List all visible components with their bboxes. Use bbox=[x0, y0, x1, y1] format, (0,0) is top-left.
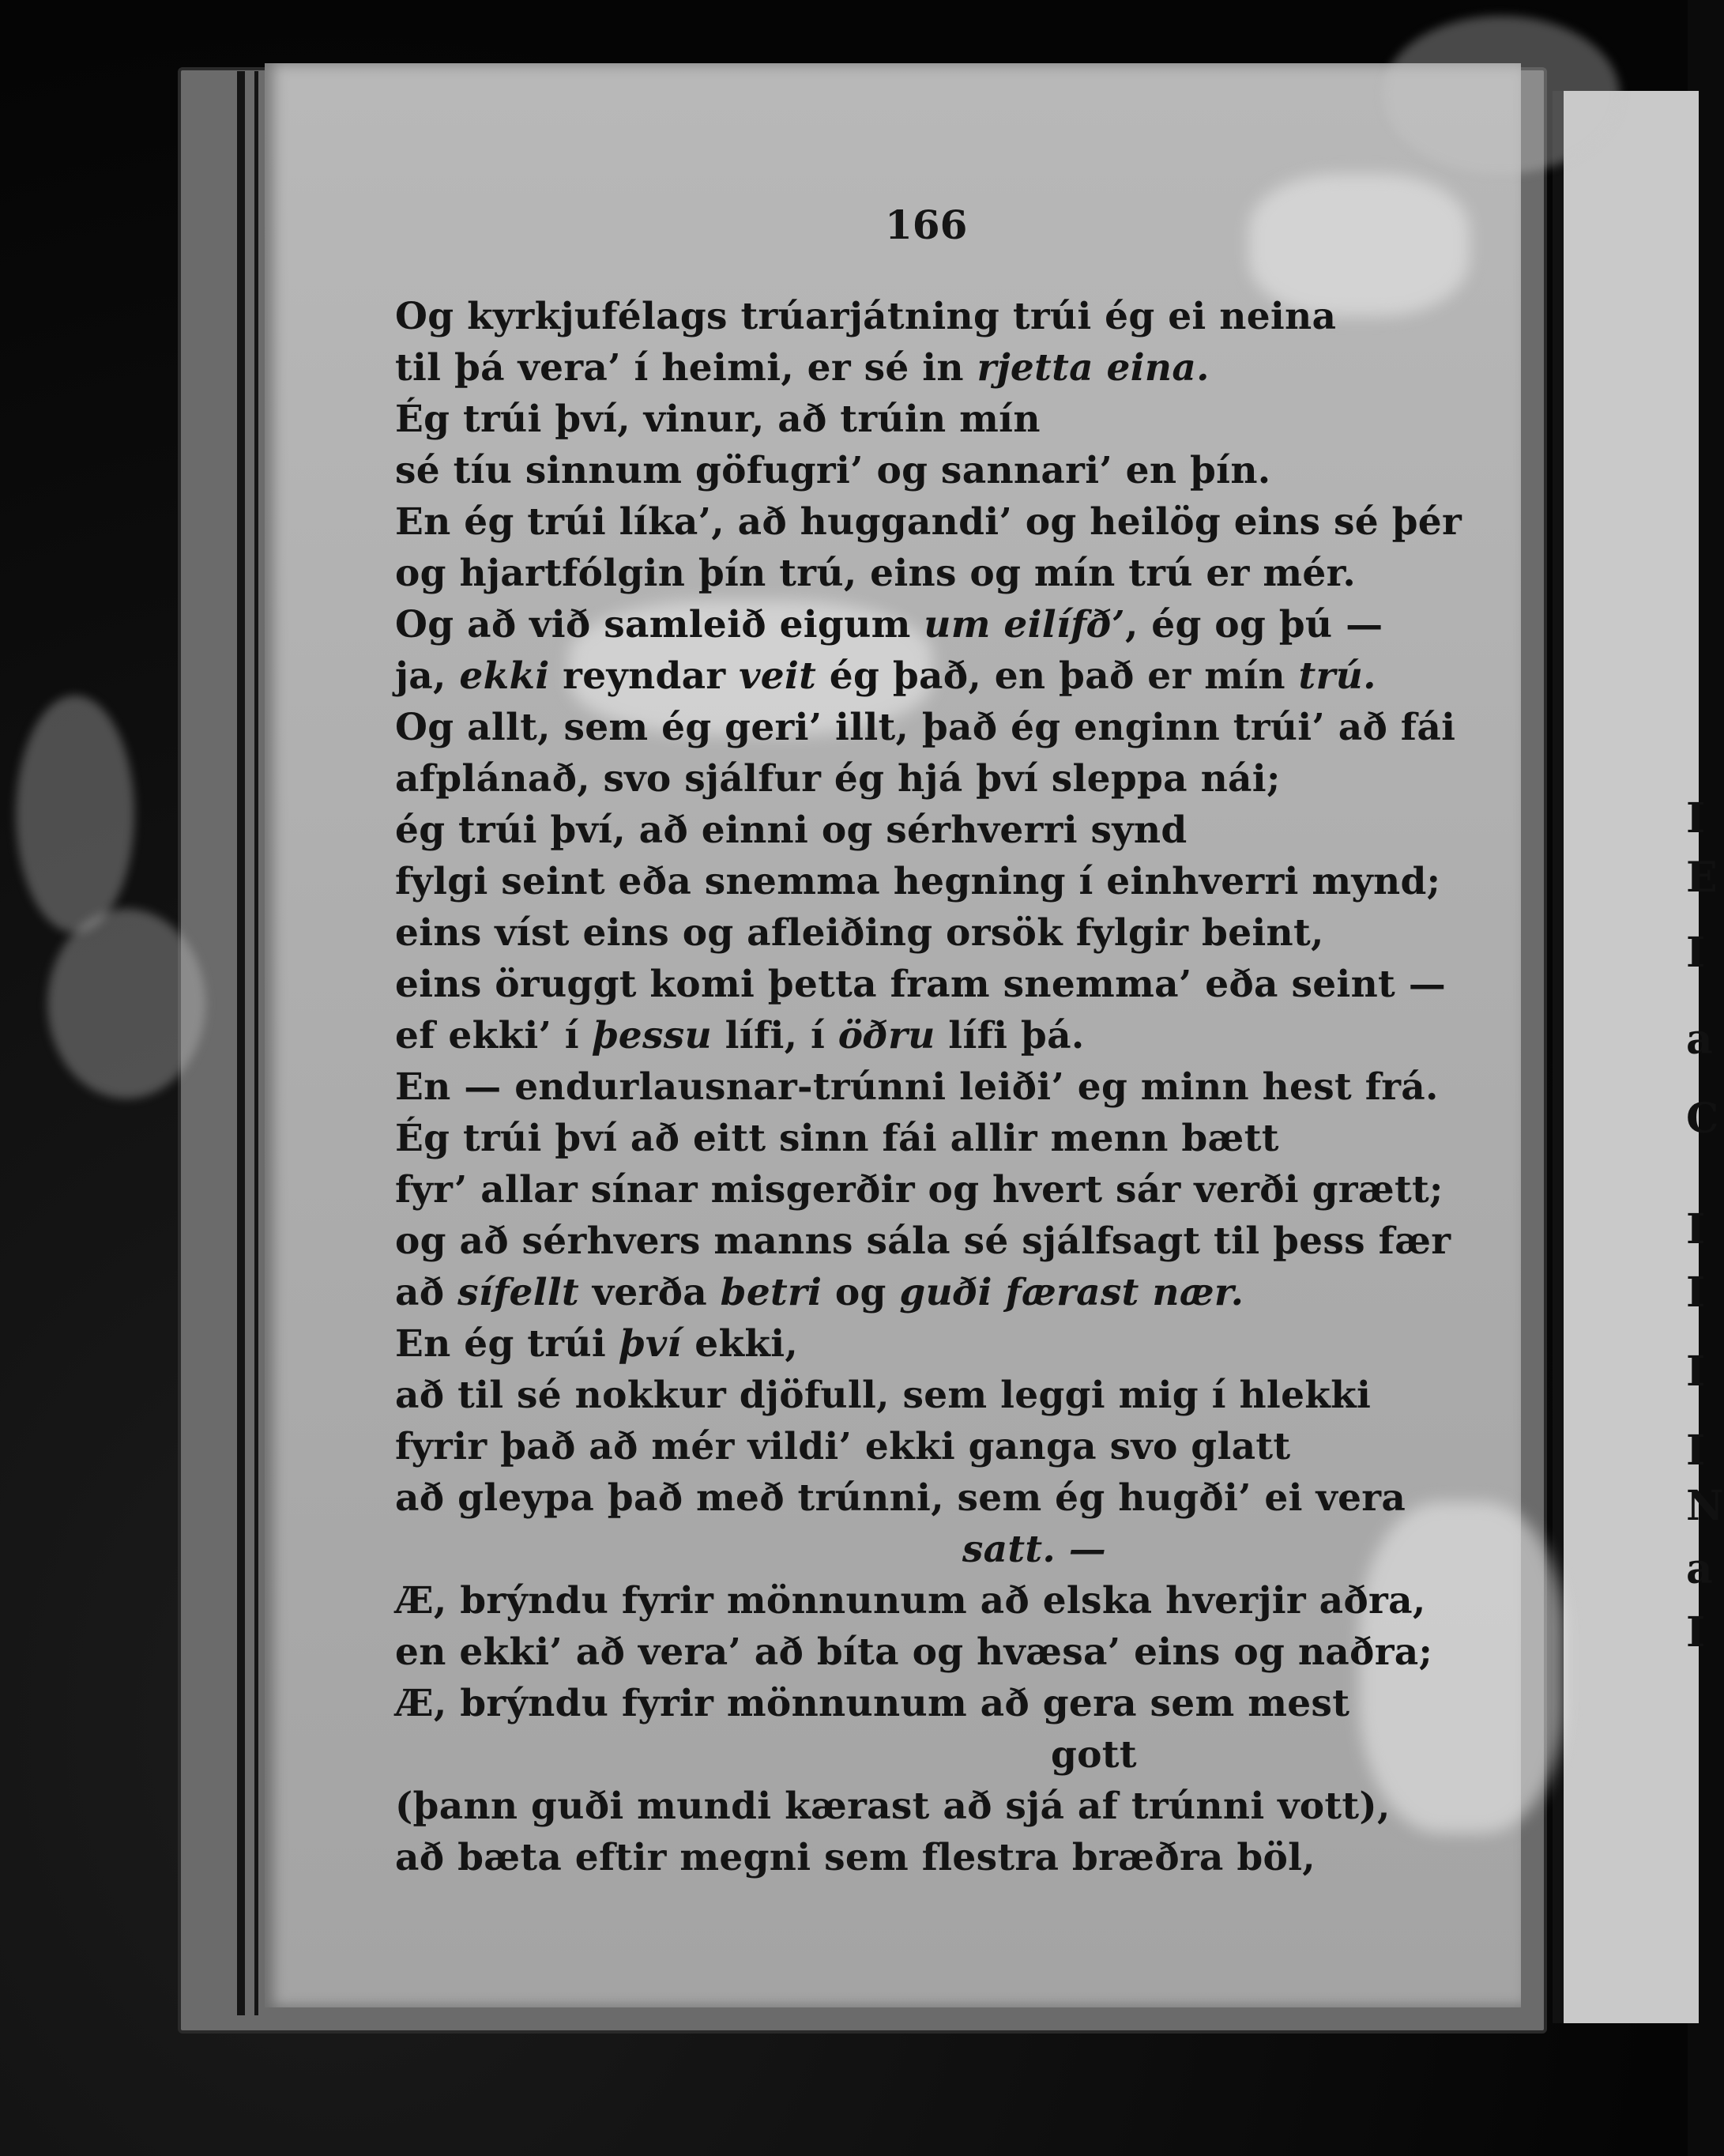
text-segment: fyrir það að mér vildi’ ekki ganga svo glatt bbox=[395, 1425, 1291, 1468]
text-segment: ekki, bbox=[681, 1322, 799, 1366]
poem-text bbox=[395, 291, 1462, 1883]
facing-page-edge bbox=[1553, 91, 1724, 2023]
poem-line bbox=[395, 1832, 1422, 1883]
poem-line bbox=[395, 1524, 1422, 1575]
text-segment: að bbox=[395, 1271, 458, 1314]
poem-line bbox=[395, 342, 1422, 394]
italic-text: rjetta eina. bbox=[977, 346, 1210, 390]
spine-line bbox=[254, 71, 258, 2015]
text-segment: Og að við samleið eigum bbox=[395, 603, 924, 646]
poem-line bbox=[395, 753, 1422, 805]
poem-line bbox=[395, 496, 1462, 548]
italic-text: satt. — bbox=[962, 1528, 1106, 1571]
text-segment: eins öruggt komi þetta fram snemma’ eða seint — bbox=[395, 963, 1447, 1006]
text-segment: og bbox=[822, 1271, 900, 1314]
text-segment: Ég trúi því, vinur, að trúin mín bbox=[395, 398, 1041, 441]
facing-page-letter: a bbox=[1686, 1016, 1713, 1064]
text-segment: lífi, í bbox=[711, 1014, 838, 1057]
poem-line bbox=[395, 1626, 1433, 1678]
poem-line bbox=[395, 548, 1422, 599]
poem-line bbox=[395, 1421, 1422, 1472]
italic-text: þessu bbox=[592, 1014, 712, 1057]
facing-page-letter: I bbox=[1686, 1205, 1706, 1253]
text-segment: og að sérhvers manns sála sé sjálfsagt til þess fær bbox=[395, 1219, 1451, 1263]
poem-line bbox=[395, 1781, 1422, 1832]
text-segment: En ég trúi bbox=[395, 1322, 619, 1366]
poem-line bbox=[395, 1318, 1422, 1370]
text-segment: reyndar bbox=[549, 654, 740, 698]
text-segment: til þá vera’ í heimi, er sé in bbox=[395, 346, 977, 390]
poem-line bbox=[395, 650, 1422, 702]
poem-line bbox=[395, 1370, 1422, 1421]
scan-stain bbox=[47, 909, 205, 1099]
text-segment: fyr’ allar sínar misgerðir og hvert sár verði grætt; bbox=[395, 1168, 1444, 1212]
text-segment: eins víst eins og afleiðing orsök fylgir beint, bbox=[395, 911, 1324, 955]
poem-line bbox=[395, 1010, 1422, 1061]
italic-text: trú. bbox=[1298, 654, 1376, 698]
text-segment: og hjartfólgin þín trú, eins og mín trú er mér. bbox=[395, 552, 1356, 595]
facing-page-letter: I bbox=[1686, 1427, 1706, 1475]
facing-page-letter: E bbox=[1686, 854, 1718, 902]
text-segment: (þann guði mundi kærast að sjá af trúnni vott), bbox=[395, 1785, 1391, 1828]
italic-text: ekki bbox=[459, 654, 550, 698]
facing-page-letter: C bbox=[1686, 1095, 1719, 1143]
poem-line bbox=[395, 445, 1422, 496]
poem-line bbox=[395, 805, 1422, 856]
facing-page-letter: N bbox=[1686, 1482, 1724, 1530]
italic-text: betri bbox=[720, 1271, 822, 1314]
italic-text: öðru bbox=[838, 1014, 935, 1057]
scan-stain bbox=[1383, 16, 1620, 174]
italic-text: um eilífð’ bbox=[924, 603, 1125, 646]
text-segment: , ég og þú — bbox=[1124, 603, 1383, 646]
text-segment: lífi þá. bbox=[935, 1014, 1085, 1057]
text-segment: en ekki’ að vera’ að bíta og hvæsa’ eins og naðra; bbox=[395, 1630, 1433, 1674]
text-segment: ég það, en það er mín bbox=[816, 654, 1299, 698]
poem-line bbox=[395, 1267, 1422, 1318]
poem-line bbox=[395, 1575, 1426, 1626]
text-segment: ég trúi því, að einni og sérhverri synd bbox=[395, 808, 1188, 852]
text-segment: sé tíu sinnum göfugri’ og sannari’ en þín. bbox=[395, 449, 1271, 492]
text-segment: En — endurlausnar-trúnni leiði’ eg minn hest frá. bbox=[395, 1065, 1439, 1109]
text-segment: ja, bbox=[395, 654, 460, 698]
poem-line bbox=[395, 1216, 1451, 1267]
poem-line bbox=[395, 1729, 1422, 1781]
poem-line bbox=[395, 1164, 1444, 1216]
facing-page-letter: I bbox=[1686, 929, 1706, 977]
italic-text: guði færast nær. bbox=[899, 1271, 1244, 1314]
facing-page-letter: I bbox=[1686, 1348, 1706, 1396]
page-number: 166 bbox=[885, 202, 968, 248]
text-segment: gott bbox=[1051, 1733, 1137, 1777]
poem-line bbox=[395, 1061, 1439, 1113]
facing-page-letter: I bbox=[1686, 1608, 1706, 1657]
poem-line bbox=[395, 394, 1422, 445]
poem-line bbox=[395, 702, 1456, 753]
text-segment: að gleypa það með trúnni, sem ég hugði’ ei vera bbox=[395, 1476, 1406, 1520]
facing-page-letter: I bbox=[1686, 794, 1706, 842]
text-segment: Og allt, sem ég geri’ illt, það ég enginn trúi’ að fái bbox=[395, 706, 1456, 749]
facing-page-letter: I bbox=[1686, 1268, 1706, 1317]
italic-text: því bbox=[619, 1322, 682, 1366]
text-segment: að bæta eftir megni sem flestra bræðra böl, bbox=[395, 1836, 1316, 1879]
spine-line bbox=[237, 71, 245, 2015]
facing-page-letter: a bbox=[1686, 1545, 1713, 1593]
poem-line bbox=[395, 1472, 1422, 1524]
text-segment: Ég trúi því að eitt sinn fái allir menn bætt bbox=[395, 1117, 1279, 1160]
text-segment: fylgi seint eða snemma hegning í einhverri mynd; bbox=[395, 860, 1441, 903]
text-segment: ef ekki’ í bbox=[395, 1014, 593, 1057]
poem-line bbox=[395, 1678, 1422, 1729]
text-segment: verða bbox=[579, 1271, 721, 1314]
poem-line bbox=[395, 907, 1422, 959]
poem-line bbox=[395, 291, 1422, 342]
italic-text: sífellt bbox=[457, 1271, 580, 1314]
text-segment: að til sé nokkur djöfull, sem leggi mig í hlekki bbox=[395, 1374, 1372, 1417]
scan-stain bbox=[16, 695, 134, 933]
poem-line bbox=[395, 599, 1422, 650]
poem-line bbox=[395, 959, 1447, 1010]
poem-line bbox=[395, 856, 1441, 907]
text-segment: Og kyrkjufélags trúarjátning trúi ég ei neina bbox=[395, 295, 1337, 338]
text-segment: Æ, brýndu fyrir mönnunum að gera sem mest bbox=[395, 1682, 1350, 1725]
poem-line bbox=[395, 1113, 1422, 1164]
text-segment: afplánað, svo sjálfur ég hjá því sleppa nái; bbox=[395, 757, 1281, 801]
text-segment: En ég trúi líka’, að huggandi’ og heilög eins sé þér bbox=[395, 500, 1462, 544]
italic-text: veit bbox=[739, 654, 817, 698]
text-segment: Æ, brýndu fyrir mönnunum að elska hverjir aðra, bbox=[395, 1579, 1426, 1623]
